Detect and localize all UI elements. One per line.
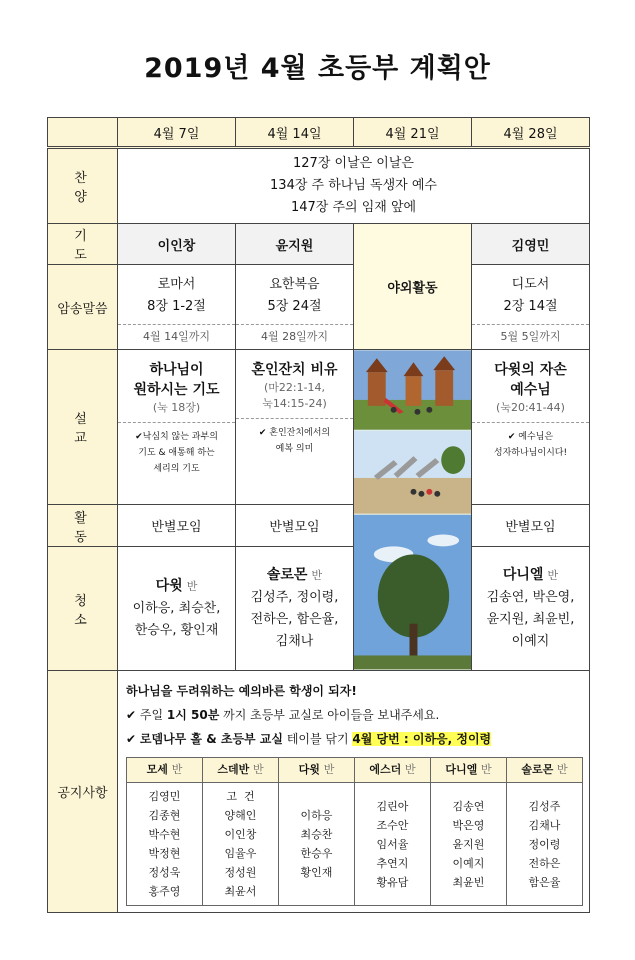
- memory-verse: 8장 1-2절: [147, 298, 206, 314]
- date-header-row: [48, 118, 590, 148]
- sermon-note-line: ✔ 예수님은: [507, 432, 554, 442]
- prayer-name: 이인창: [118, 224, 236, 265]
- sermon-cell: [118, 350, 236, 505]
- group-members: 김채나: [275, 634, 314, 650]
- group-members: 한승우, 황인재: [134, 623, 219, 639]
- group-name: 다윗: [155, 578, 183, 595]
- sermon-note: [118, 422, 235, 483]
- sermon-title: 원하시는 기도: [133, 382, 220, 398]
- class-members: 이하응 최승찬 한승우 황인재: [279, 783, 355, 906]
- check-icon: ✔: [126, 708, 137, 722]
- tree-photo: [354, 514, 471, 670]
- hymn-item: 147장 주의 임재 앞에: [290, 200, 417, 215]
- sermon-title: 하나님이: [149, 362, 204, 378]
- date-cell: 4월 7일: [118, 118, 236, 148]
- activity-cell: 반별모임: [236, 504, 354, 547]
- class-name: 스데반 반: [203, 758, 279, 783]
- activity-label: 활 동: [48, 504, 118, 547]
- ban-suffix: 반: [405, 763, 416, 776]
- sermon-cell: [236, 350, 354, 505]
- memory-label: 암송말씀: [48, 265, 118, 350]
- prayer-name: 김영민: [472, 224, 590, 265]
- ban-suffix: 반: [171, 763, 183, 776]
- hymn-item: 127장 이날은 이날은: [293, 156, 414, 171]
- sermon-note: [472, 422, 589, 467]
- group-members: 전하은, 함은율,: [250, 612, 339, 628]
- date-cell: 4월 14일: [236, 118, 354, 148]
- sermon-note-line: 성자하나님이시다!: [493, 448, 568, 458]
- cleaning-cell: [236, 547, 354, 671]
- class-name: 솔로몬 반: [507, 758, 583, 783]
- sermon-note: [236, 418, 353, 463]
- sermon-title: 예수님: [510, 382, 551, 398]
- memory-verse: 2장 14절: [503, 298, 558, 314]
- notice-cell: [118, 671, 590, 913]
- activity-cell: 반별모임: [118, 504, 236, 547]
- notice-place: 로뎀나무 홀 & 초등부 교실: [139, 732, 283, 746]
- class-name: 다윗 반: [279, 758, 355, 783]
- memory-book: 디도서: [511, 276, 550, 292]
- notice-time: 1시 50분: [166, 708, 220, 722]
- ban-suffix: 반: [311, 569, 323, 583]
- group-members: 이하응, 최승찬,: [132, 601, 221, 617]
- duty-highlight: 4월 당번 : 이하응, 정이령: [352, 732, 492, 746]
- sermon-title: 혼인잔치 비유: [251, 362, 338, 378]
- notice-line: [126, 703, 583, 727]
- ban-suffix: 반: [557, 763, 568, 776]
- group-name: 다니엘: [502, 567, 544, 584]
- activity-row: [48, 504, 590, 547]
- notice-text: 까지 초등부 교실로 아이들을 보내주세요.: [219, 708, 440, 722]
- notice-label: 공지사항: [48, 671, 118, 913]
- ban-suffix: 반: [186, 580, 198, 594]
- page-title: 2019년 4월 초등부 계획안: [144, 53, 491, 84]
- cleaning-cell: [472, 547, 590, 671]
- outdoor-activity: 야외활동: [354, 224, 472, 350]
- plan-table: [47, 117, 590, 913]
- sermon-note-line: 예복 의미: [275, 444, 314, 454]
- group-members: 김성주, 정이령,: [250, 590, 339, 606]
- group-name: 솔로몬: [266, 567, 308, 584]
- sermon-ref: 눅14:15-24): [262, 397, 327, 410]
- class-roster: [126, 757, 583, 906]
- sermon-title: 다윗의 자손: [494, 362, 567, 378]
- prayer-label: 기 도: [48, 224, 118, 265]
- class-name: 다니엘 반: [431, 758, 507, 783]
- ban-suffix: 반: [323, 763, 335, 776]
- activity-cell: 반별모임: [472, 504, 590, 547]
- cleaning-cell: [118, 547, 236, 671]
- slide-photo: [354, 430, 471, 514]
- sermon-ref: (마22:1-14,: [263, 381, 326, 394]
- memory-book: 로마서: [157, 276, 196, 292]
- sermon-note-line: ✔낙심치 않는 과부의: [135, 432, 218, 442]
- class-members: 김송연 박은영 윤지원 이예지 최윤빈: [431, 783, 507, 906]
- check-icon: ✔: [126, 732, 137, 746]
- sermon-ref: (눅 18장): [152, 401, 201, 414]
- notice-line: [126, 727, 583, 751]
- ban-suffix: 반: [547, 569, 559, 583]
- memory-cell: [236, 265, 354, 350]
- sermon-note-line: ✔ 혼인잔치에서의: [258, 428, 331, 438]
- memory-book: 요한복음: [269, 276, 320, 292]
- prayer-row: [48, 224, 590, 265]
- class-members: 김영민 김종현 박수현 박정현 정성욱 홍주영: [127, 783, 203, 906]
- notice-text: 주일: [139, 708, 167, 722]
- sermon-note-line: 세리의 기도: [153, 464, 200, 474]
- prayer-name: 윤지원: [236, 224, 354, 265]
- hymn-list: [118, 148, 590, 224]
- group-members: 이예지: [511, 634, 550, 650]
- outdoor-photos: [354, 350, 472, 671]
- hymn-label: 찬 양: [48, 148, 118, 224]
- date-cell: 4월 21일: [354, 118, 472, 148]
- memory-cell: [118, 265, 236, 350]
- ban-suffix: 반: [481, 763, 492, 776]
- notice-head: 하나님을 두려워하는 예의바른 학생이 되자!: [126, 684, 357, 698]
- hymn-item: 134장 주 하나님 독생자 예수: [270, 178, 437, 193]
- corner-cell: [48, 118, 118, 148]
- memory-until: 5월 5일까지: [472, 324, 589, 347]
- notice-row: [48, 671, 590, 913]
- sermon-ref: (눅20:41-44): [496, 401, 565, 414]
- playground-photo: [354, 350, 471, 430]
- group-members: 윤지원, 최윤빈,: [486, 612, 575, 628]
- class-name: 에스더 반: [355, 758, 431, 783]
- group-members: 김송연, 박은영,: [486, 590, 575, 606]
- cleaning-row: [48, 547, 590, 671]
- memory-row: [48, 265, 590, 350]
- sermon-cell: [472, 350, 590, 505]
- hymn-row: [48, 148, 590, 224]
- memory-cell: [472, 265, 590, 350]
- notice-text: 테이블 닦기: [283, 732, 353, 746]
- memory-until: 4월 28일까지: [236, 324, 353, 347]
- class-members: 김성주 김채나 정이령 전하은 함은율: [507, 783, 583, 906]
- memory-until: 4월 14일까지: [118, 324, 235, 347]
- class-name: 모세 반: [127, 758, 203, 783]
- cleaning-label: 청 소: [48, 547, 118, 671]
- ban-suffix: 반: [253, 763, 264, 776]
- class-members: 고 건 양해인 이인창 임율우 정성원 최윤서: [203, 783, 279, 906]
- sermon-label: 설 교: [48, 350, 118, 505]
- sermon-row: [48, 350, 590, 505]
- memory-verse: 5장 24절: [267, 298, 322, 314]
- date-cell: 4월 28일: [472, 118, 590, 148]
- class-members: 김린아 조수안 임서율 추연지 황유담: [355, 783, 431, 906]
- sermon-note-line: 기도 & 애통해 하는: [138, 448, 215, 458]
